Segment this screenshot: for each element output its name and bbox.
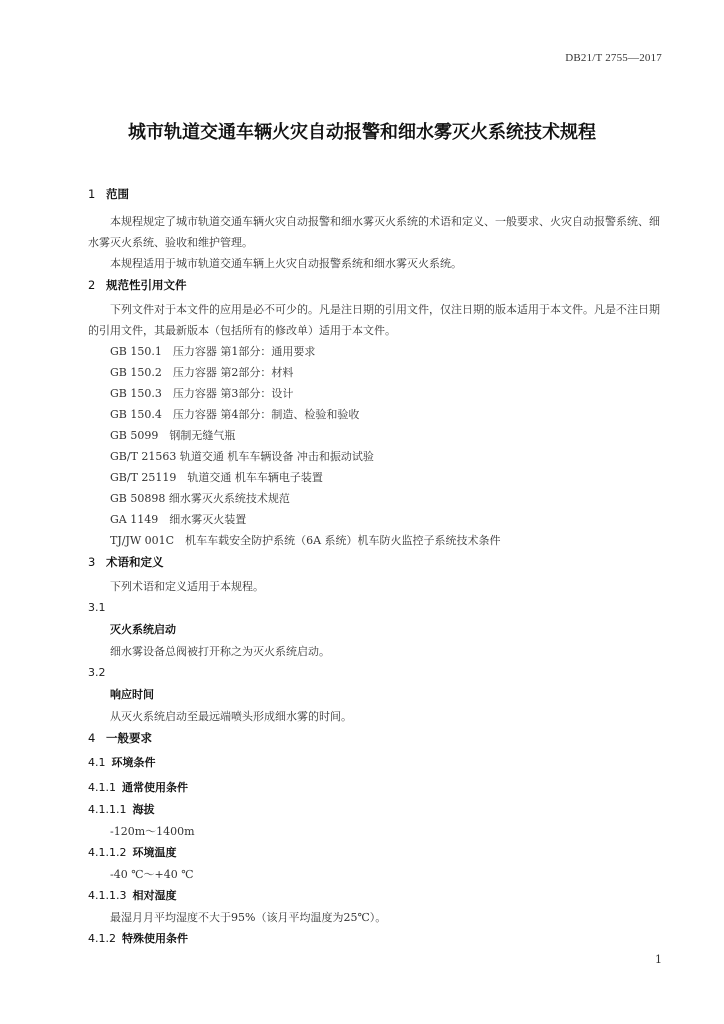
reference-item: GB 50898 细水雾灭火系统技术规范 xyxy=(110,492,290,505)
clause-title: 环境温度 xyxy=(132,846,177,859)
reference-item: GB 150.4 压力容器 第4部分：制造、检验和验收 xyxy=(110,408,360,421)
clause-number: 4.1.1.1 xyxy=(88,803,127,816)
clause-number: 4.1.1 xyxy=(88,781,116,794)
scope-paragraph-1: 本规程规定了城市轨道交通车辆火灾自动报警和细水雾灭火系统的术语和定义、一般要求、火灾自动报警系统、细水雾灭火系统、验收和维护管理。 xyxy=(88,215,660,249)
clause-number: 4.1.2 xyxy=(88,932,116,945)
scope-paragraph-2: 本规程适用于城市轨道交通车辆上火灾自动报警系统和细水雾灭火系统。 xyxy=(110,257,462,270)
reference-item: GA 1149 细水雾灭火装置 xyxy=(110,513,247,526)
section-title: 一般要求 xyxy=(106,731,152,745)
document-body xyxy=(88,183,660,950)
page-number: 1 xyxy=(655,953,662,966)
clause-4-1-1 xyxy=(88,777,660,799)
reference-item: GB/T 21563 轨道交通 机车车辆设备 冲击和振动试验 xyxy=(110,450,374,463)
clause-4-1-1-2 xyxy=(88,842,660,864)
section-number: 3 xyxy=(88,555,96,569)
reference-item: GB 150.2 压力容器 第2部分：材料 xyxy=(110,366,294,379)
term-number: 3.1 xyxy=(88,601,106,614)
clause-number: 4.1 xyxy=(88,756,106,769)
terms-intro: 下列术语和定义适用于本规程。 xyxy=(110,580,264,593)
clause-number: 4.1.1.2 xyxy=(88,846,127,859)
section-number: 2 xyxy=(88,278,96,292)
clause-4-1 xyxy=(88,752,660,774)
references-intro: 下列文件对于本文件的应用是必不可少的。凡是注日期的引用文件，仅注日期的版本适用于本文件。凡是不注日期的引用文件，其最新版本（包括所有的修改单）适用于本文件。 xyxy=(88,303,660,337)
section-heading-1 xyxy=(88,183,660,205)
term-name: 灭火系统启动 xyxy=(110,623,176,636)
clause-title: 通常使用条件 xyxy=(122,781,188,794)
term-number: 3.2 xyxy=(88,666,106,679)
section-title: 规范性引用文件 xyxy=(106,278,187,292)
clause-title: 环境条件 xyxy=(111,756,156,769)
section-heading-4 xyxy=(88,727,660,749)
temperature-value: -40 ℃～+40 ℃ xyxy=(110,868,194,881)
section-title: 术语和定义 xyxy=(106,555,164,569)
clause-title: 相对湿度 xyxy=(132,889,177,902)
term-definition: 从灭火系统启动至最远端喷头形成细水雾的时间。 xyxy=(110,710,352,723)
clause-4-1-2 xyxy=(88,928,660,950)
clause-number: 4.1.1.3 xyxy=(88,889,127,902)
clause-4-1-1-3 xyxy=(88,885,660,907)
section-heading-3 xyxy=(88,551,660,573)
reference-item: GB 150.3 压力容器 第3部分：设计 xyxy=(110,387,294,400)
clause-title: 特殊使用条件 xyxy=(122,932,188,945)
term-name: 响应时间 xyxy=(110,688,154,701)
document-code: DB21/T 2755—2017 xyxy=(565,52,662,64)
section-number: 1 xyxy=(88,187,96,201)
term-definition: 细水雾设备总阀被打开称之为灭火系统启动。 xyxy=(110,645,330,658)
humidity-value: 最湿月月平均湿度不大于95%（该月平均温度为25℃）。 xyxy=(110,911,387,924)
reference-item: TJ/JW 001C 机车车载安全防护系统（6A 系统）机车防火监控子系统技术条件 xyxy=(110,534,501,547)
reference-item: GB/T 25119 轨道交通 机车车辆电子装置 xyxy=(110,471,323,484)
reference-item: GB 5099 钢制无缝气瓶 xyxy=(110,429,236,442)
document-title: 城市轨道交通车辆火灾自动报警和细水雾灭火系统技术规程 xyxy=(128,122,596,143)
clause-title: 海拔 xyxy=(132,803,155,816)
reference-item: GB 150.1 压力容器 第1部分：通用要求 xyxy=(110,345,316,358)
altitude-value: -120m～1400m xyxy=(110,825,195,838)
clause-4-1-1-1 xyxy=(88,799,660,821)
section-heading-2 xyxy=(88,274,660,296)
section-number: 4 xyxy=(88,731,96,745)
section-title: 范围 xyxy=(106,187,129,201)
